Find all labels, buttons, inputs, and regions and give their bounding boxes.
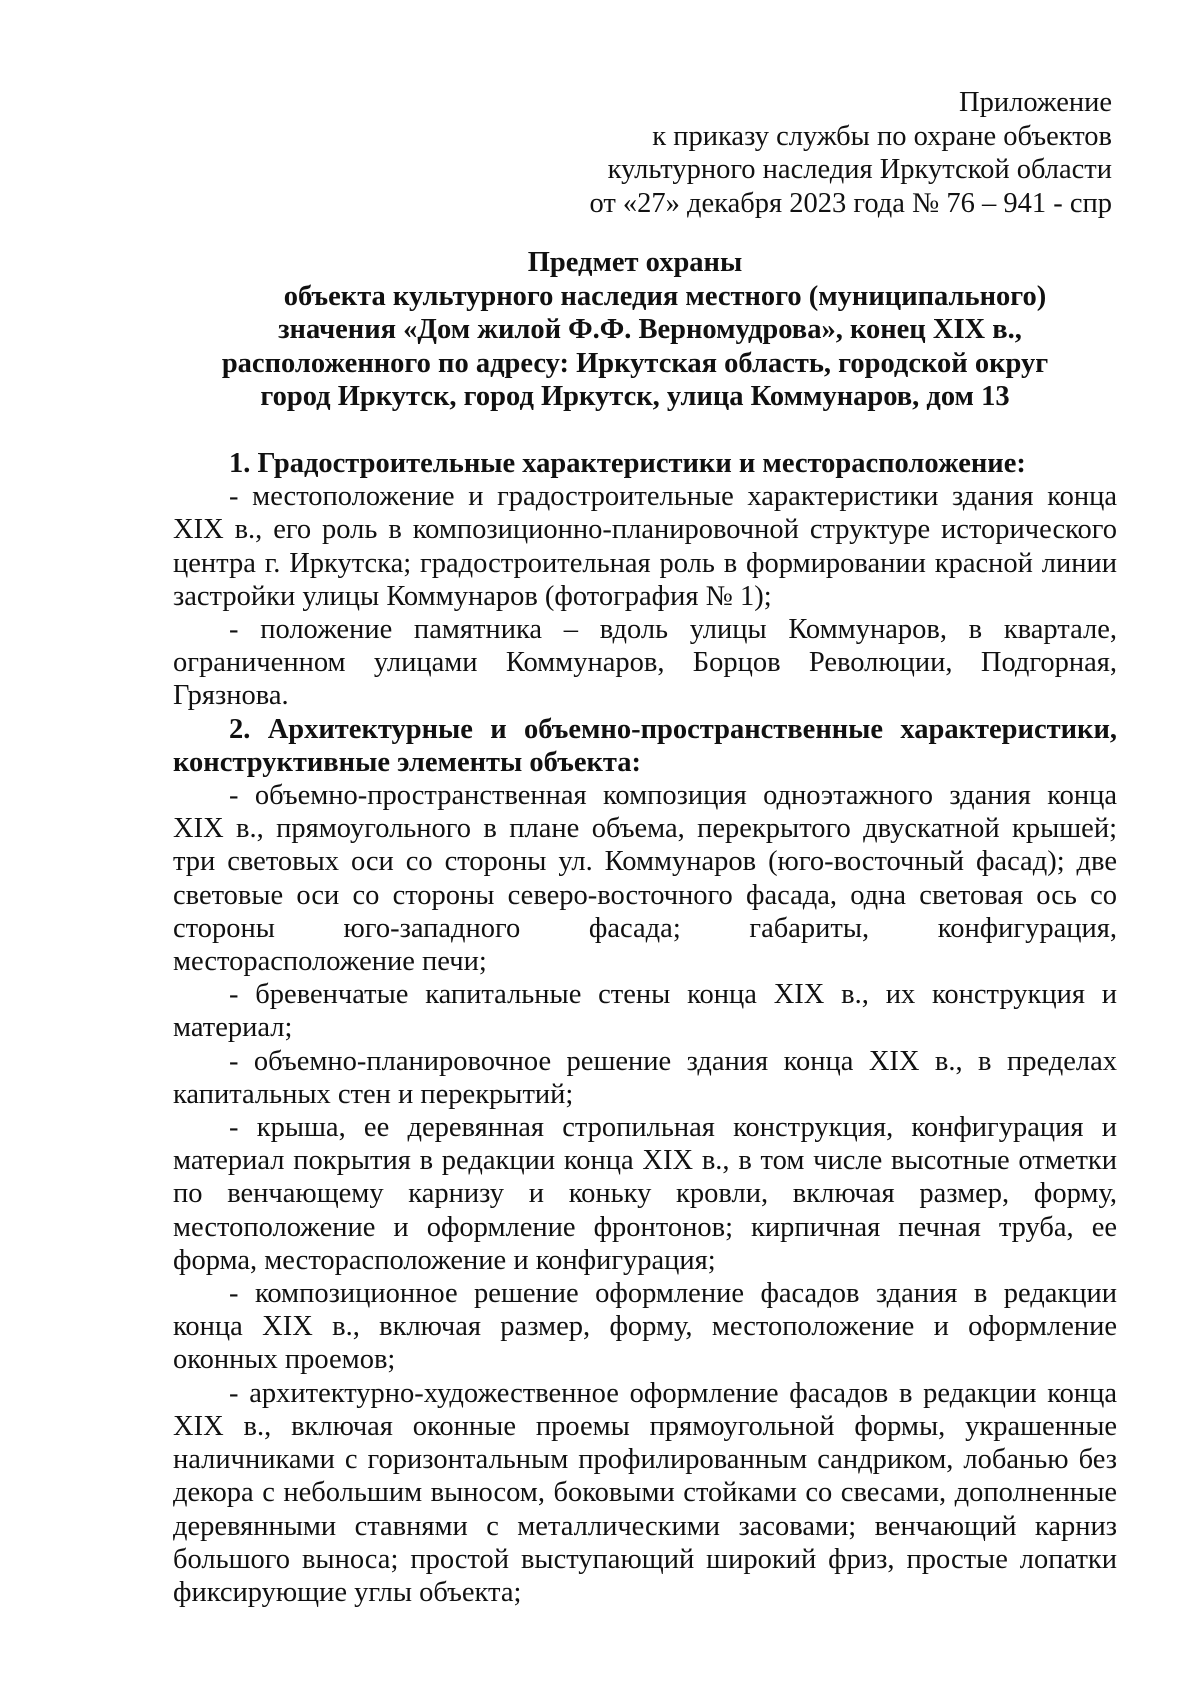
title-line-5: город Иркутск, город Иркутск, улица Коммунаров, дом 13 (260, 381, 1010, 412)
document-body (173, 447, 1117, 1609)
section-2-item: - объемно-планировочное решение здания конца XIX в., в пределах капитальных стен и перекрытий; (173, 1045, 1117, 1110)
title-line-2: объекта культурного наследия местного (муниципального) (283, 280, 1047, 312)
title-line-4: расположенного по адресу: Иркутская область, городской округ (221, 347, 1049, 379)
section-2-item: - композиционное решение оформление фасадов здания в редакции конца XIX в., включая размер, форму, местоположение и оформление оконных проемов; (173, 1278, 1117, 1376)
title-line-3: значения «Дом жилой Ф.Ф. Верномудрова», конец XIX в., (278, 314, 1022, 345)
section-2-item: - архитектурно-художественное оформление фасадов в редакции конца XIX в., включая оконные проемы прямоугольной формы, украшенные наличниками с горизонтальным профилированным сандриком, лобанью без декора с небольшим выносом, боковыми стойками со свесами, дополненные деревянными ставнями с металлическими засовами; венчающий карниз большого выноса; простой выступающий широкий фриз, простые лопатки фиксирующие углы объекта; (173, 1377, 1117, 1608)
section-2-item: - объемно-пространственная композиция одноэтажного здания конца XIX в., прямоугольного в плане объема, перекрытого двускатной крышей; три световых оси со стороны ул. Коммунаров (юго-восточный фасад); две световые оси со стороны северо-восточного фасада, одна световая ось со стороны юго-западного фасада; габариты, конфигурация, месторасположение печи; (173, 780, 1117, 978)
approval-line-3: культурного наследия Иркутской области (607, 154, 1112, 185)
section-2-item: - бревенчатые капитальные стены конца XIX в., их конструкция и материал; (173, 979, 1117, 1044)
approval-block (412, 86, 1112, 220)
approval-line-1: Приложение (959, 87, 1112, 118)
approval-line-4: от «27» декабря 2023 года № 76 – 941 - спр (589, 187, 1112, 219)
document-title (160, 246, 1110, 414)
section-1-item: - положение памятника – вдоль улицы Коммунаров, в квартале, ограниченном улицами Коммунаров, Борцов Революции, Подгорная, Грязнова. (173, 614, 1117, 712)
section-2-heading: 2. Архитектурные и объемно-пространственные характеристики, конструктивные элементы объекта: (173, 713, 1117, 778)
approval-line-2: к приказу службы по охране объектов (652, 120, 1112, 152)
section-1-heading: 1. Градостроительные характеристики и месторасположение: (229, 448, 1026, 479)
section-1-item: - местоположение и градостроительные характеристики здания конца XIX в., его роль в композиционно-планировочной структуре исторического центра г. Иркутска; градостроительная роль в формировании красной линии застройки улицы Коммунаров (фотография № 1); (173, 481, 1117, 612)
title-line-1: Предмет охраны (527, 247, 743, 278)
section-2-item: - крыша, ее деревянная стропильная конструкция, конфигурация и материал покрытия в редакции конца XIX в., в том числе высотные отметки по венчающему карнизу и коньку кровли, включая размер, форму, местоположение и оформление фронтонов; кирпичная печная труба, ее форма, месторасположение и конфигурация; (173, 1112, 1117, 1276)
